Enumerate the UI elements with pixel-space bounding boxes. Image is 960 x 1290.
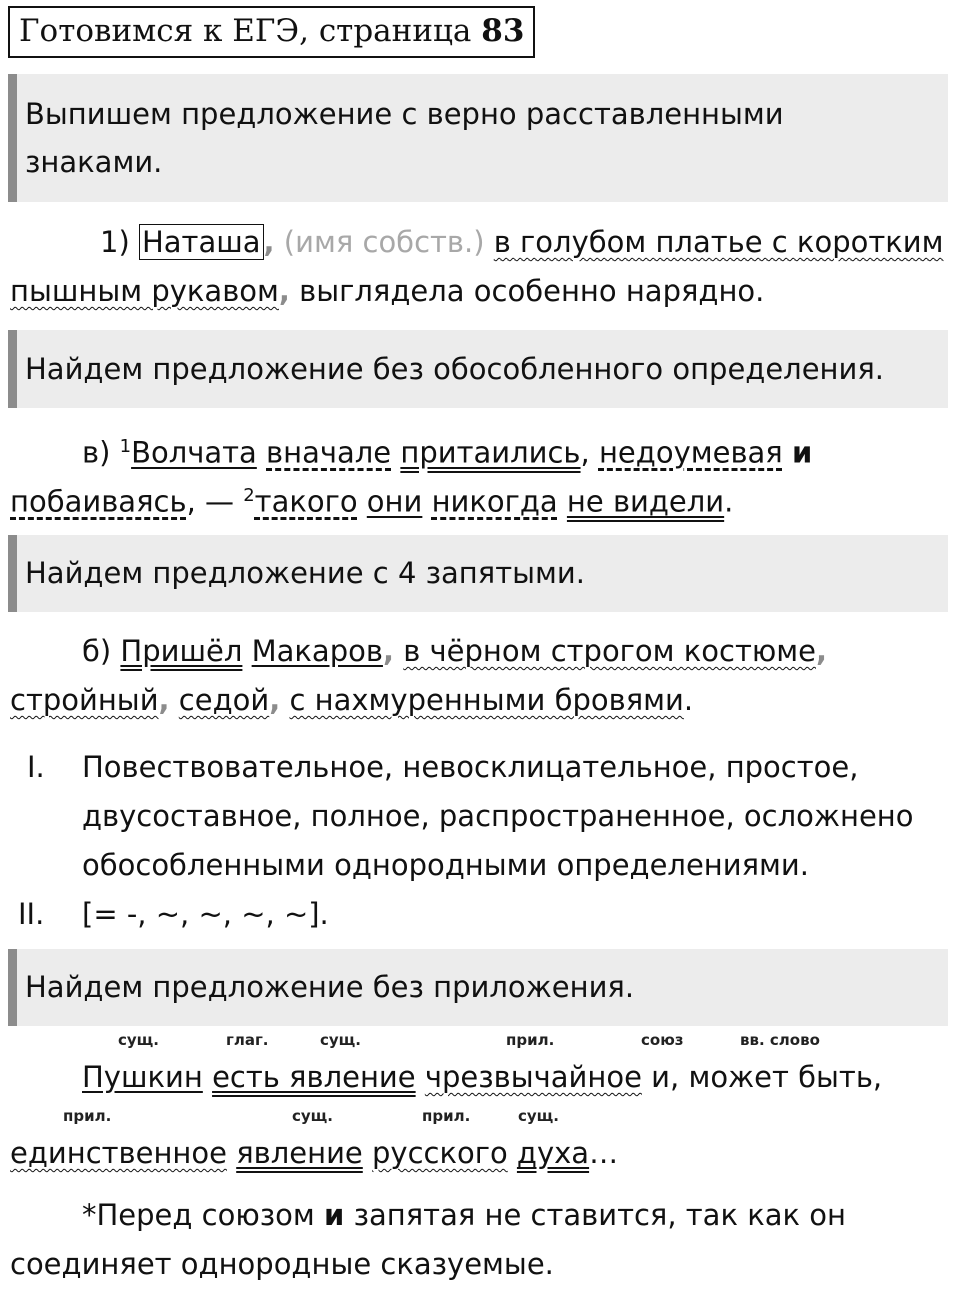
word-label: прил.: [63, 1107, 112, 1125]
section-heading-3: Найдем предложение с 4 запятыми.: [8, 535, 948, 612]
sentence-3-line-2: стройный, седой, с нахмуренными бровями.: [10, 683, 694, 717]
note-line-1: *Перед союзом и запятая не ставится, так как он: [82, 1198, 846, 1232]
note-line-2: соединяет однородные сказуемые.: [10, 1247, 554, 1281]
section-heading-1: Выпишем предложение с верно расставленными знаками.: [8, 74, 948, 202]
sentence-2-line-2: побаиваясь, — $^2$такого они никогда не видели.: [10, 484, 734, 519]
list-item-text: Повествовательное, невосклицательное, простое,: [82, 750, 859, 784]
word-label: сущ.: [518, 1107, 559, 1125]
word-label: союз: [641, 1031, 684, 1049]
page-title: Готовимся к ЕГЭ, страница 83: [8, 6, 535, 58]
word-label: прил.: [422, 1107, 471, 1125]
word-label: сущ.: [292, 1107, 333, 1125]
list-marker: I.: [27, 750, 45, 784]
scheme-text: [= -, ~, ~, ~, ~].: [82, 897, 329, 931]
list-marker: II.: [18, 897, 45, 931]
sentence-3-line-1: б) Пришёл Макаров, в чёрном строгом костюме,: [82, 634, 828, 668]
word-label: прил.: [506, 1031, 555, 1049]
sentence-1-line-1: 1) Наташа , (имя собств.) в голубом платье с коротким: [100, 225, 944, 259]
word-label: вв. слово: [740, 1031, 820, 1049]
word-label: глаг.: [226, 1031, 269, 1049]
section-heading-2: Найдем предложение без обособленного определения.: [8, 330, 948, 408]
word-label: сущ.: [320, 1031, 361, 1049]
list-item-text: обособленными однородными определениями.: [82, 848, 809, 882]
sentence-2-line-1: в) $^1$Волчата вначале притаились, недоумевая и: [82, 435, 813, 470]
sentence-1-line-2: пышным рукавом, выглядела особенно нарядно.: [10, 274, 765, 308]
word-label: сущ.: [118, 1031, 159, 1049]
sentence-4-line-2: единственное явление русского духа…: [10, 1136, 619, 1170]
sentence-4-line-1: Пушкин есть явление чрезвычайное и, может быть,: [82, 1060, 883, 1094]
list-item-text: двусоставное, полное, распространенное, осложнено: [82, 799, 914, 833]
section-heading-4: Найдем предложение без приложения.: [8, 949, 948, 1026]
